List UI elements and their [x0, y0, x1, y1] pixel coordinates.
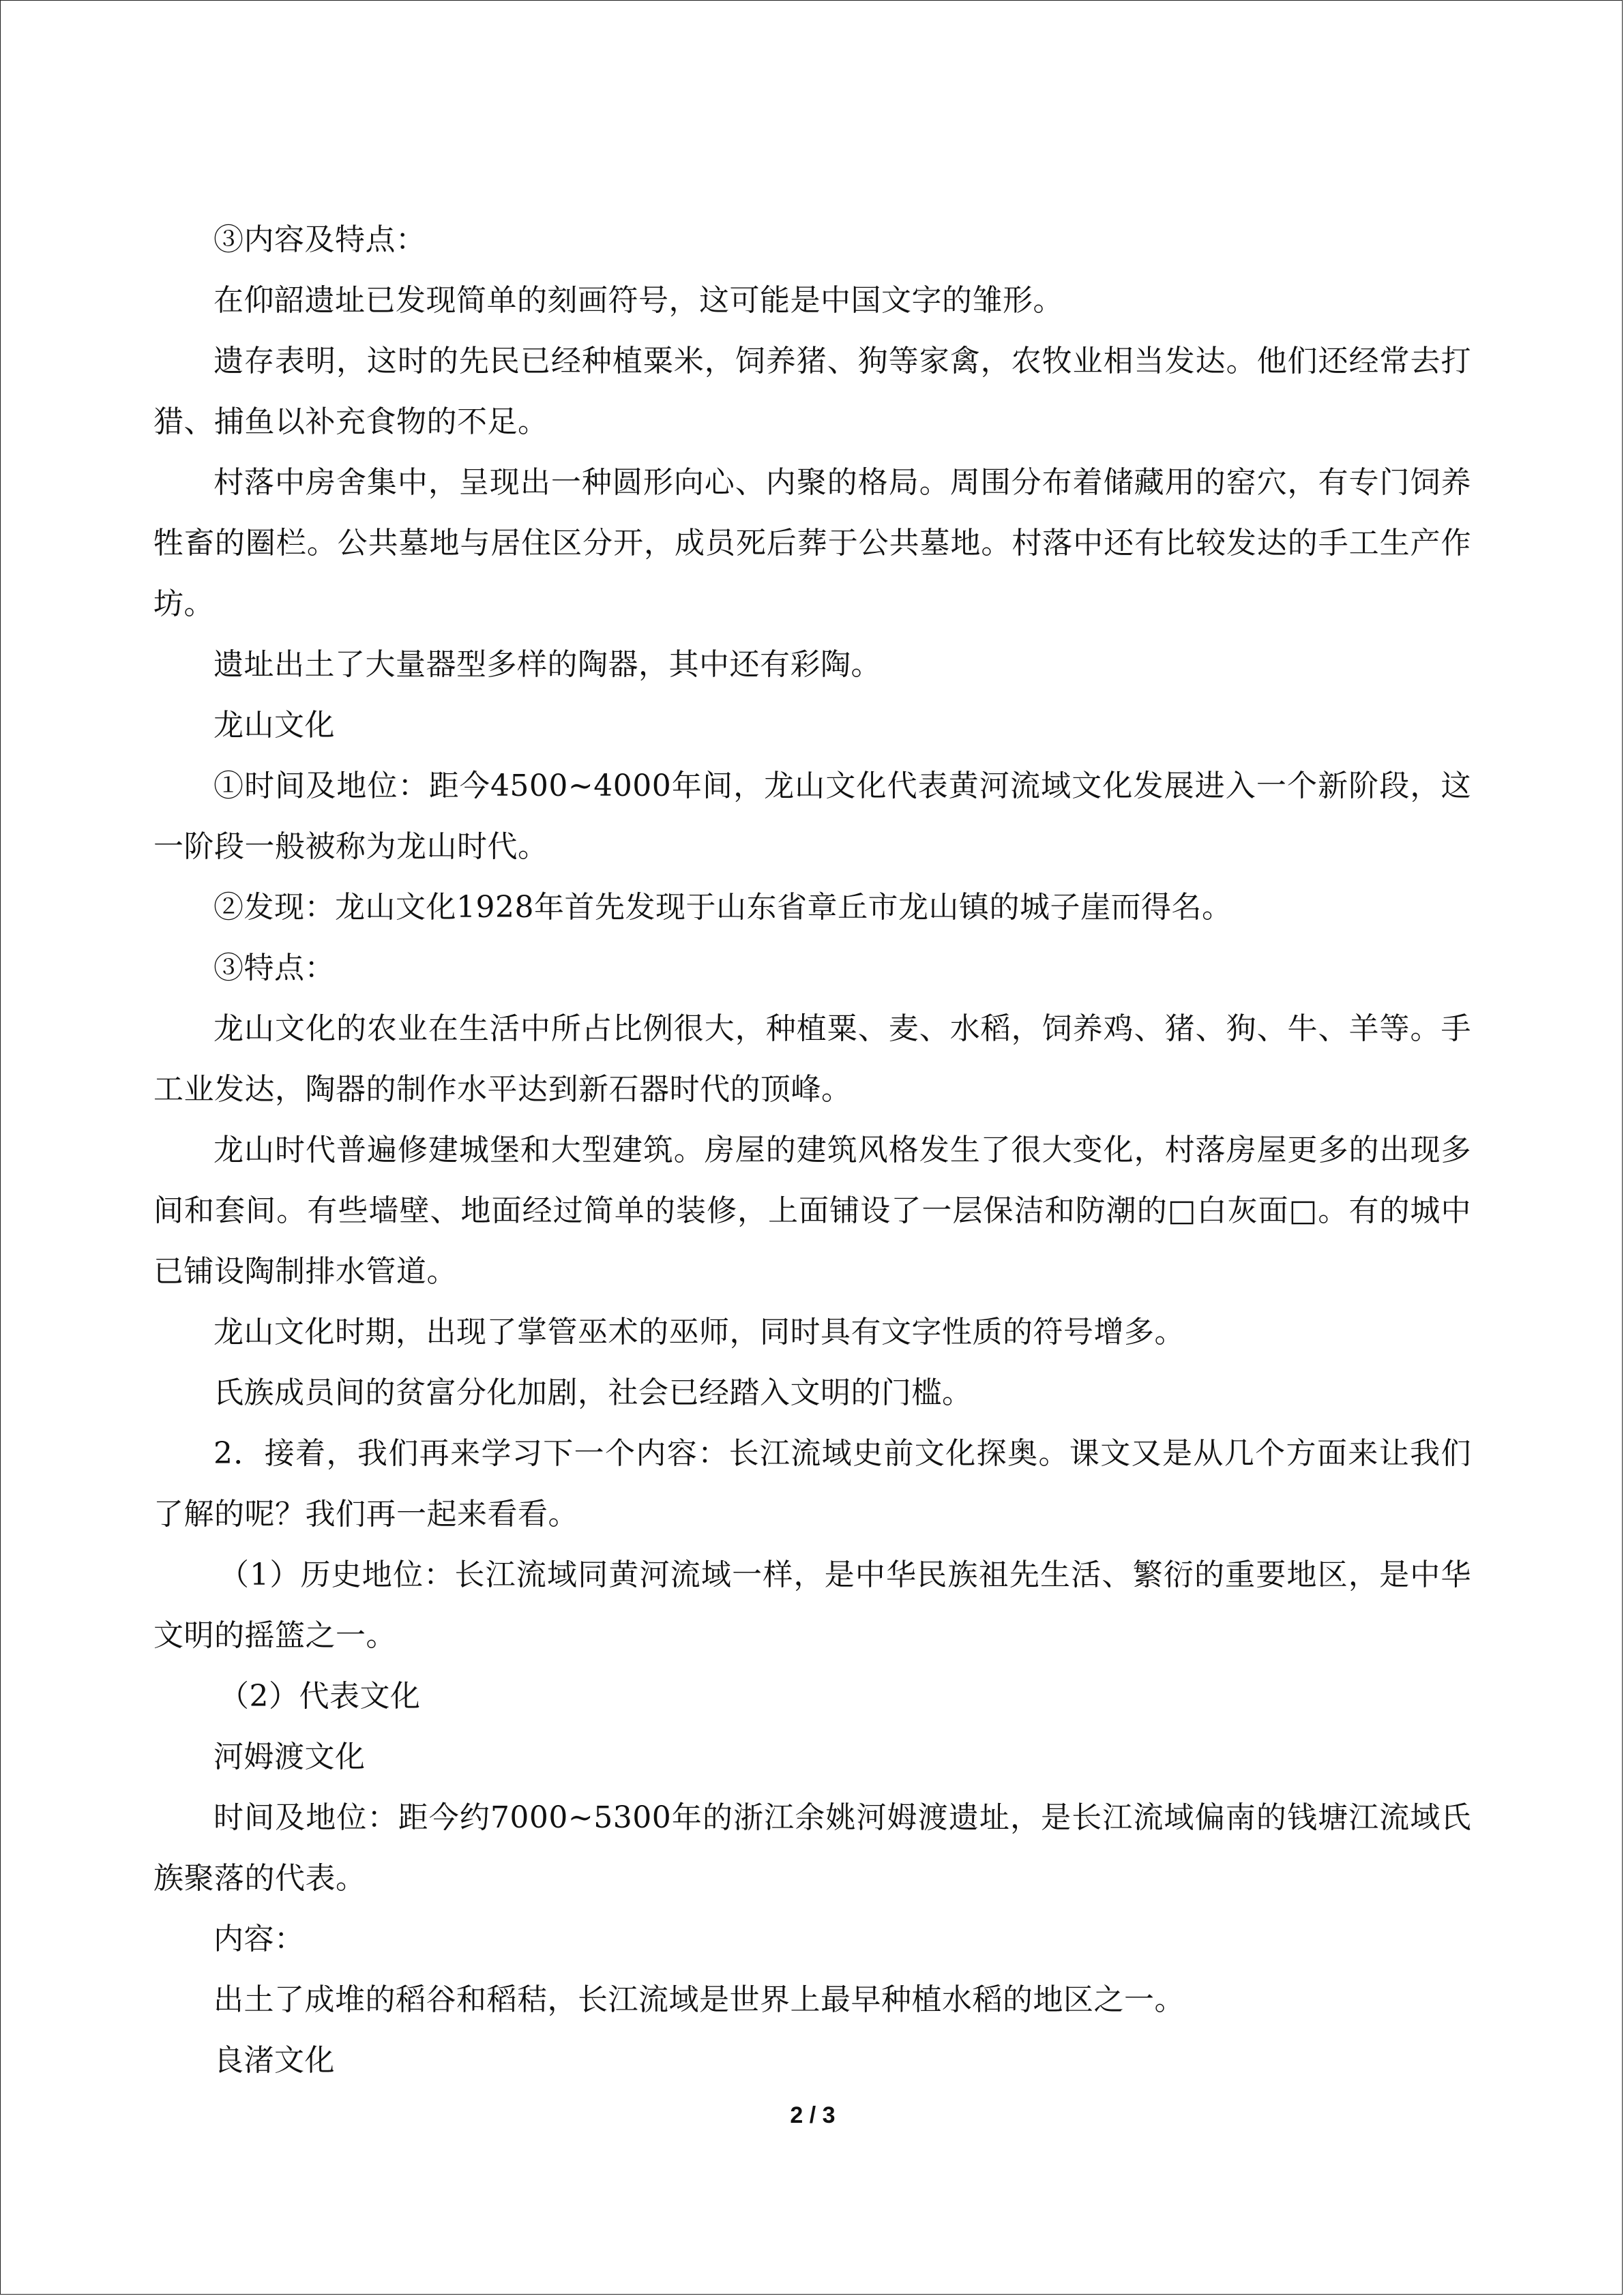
- paragraph-longshan-discovery: ②发现：龙山文化1928年首先发现于山东省章丘市龙山镇的城子崖而得名。: [213, 890, 1232, 925]
- document-body: [153, 209, 1471, 2091]
- paragraph-agriculture: 遗存表明，这时的先民已经种植粟米，饲养猪、狗等家禽，农牧业相当发达。他们还经常去打猎、捕鱼以补充食物的不足。: [153, 344, 1471, 439]
- paragraph-carved-symbols: 在仰韶遗址已发现简单的刻画符号，这可能是中国文字的雏形。: [213, 283, 1063, 318]
- paragraph-longshan-shamans: 龙山文化时期，出现了掌管巫术的巫师，同时具有文字性质的符号增多。: [213, 1315, 1185, 1350]
- paragraph-yangtze-intro: 2．接着，我们再来学习下一个内容：长江流域史前文化探奥。课文又是从几个方面来让我们了解的呢？我们再一起来看看。: [153, 1436, 1471, 1532]
- paragraph-content-features: ③内容及特点：: [213, 222, 426, 257]
- paragraph-village-layout: 村落中房舍集中，呈现出一种圆形向心、内聚的格局。周围分布着储藏用的窑穴，有专门饲养牲畜的圈栏。公共墓地与居住区分开，成员死后葬于公共墓地。村落中还有比较发达的手工生产作坊。: [153, 465, 1471, 621]
- paragraph-longshan-agriculture: 龙山文化的农业在生活中所占比例很大，种植粟、麦、水稻，饲养鸡、猪、狗、牛、羊等。手工业发达，陶器的制作水平达到新石器时代的顶峰。: [153, 1011, 1471, 1107]
- heading-longshan-culture: 龙山文化: [213, 708, 335, 743]
- paragraph-yangtze-status: （1）历史地位：长江流域同黄河流域一样，是中华民族祖先生活、繁衍的重要地区，是中华文明的摇篮之一。: [153, 1557, 1471, 1653]
- paragraph-representative-cultures: （2）代表文化: [219, 1679, 421, 1714]
- paragraph-pottery: 遗址出土了大量器型多样的陶器，其中还有彩陶。: [213, 647, 881, 682]
- page-number: 2 / 3: [790, 2102, 836, 2128]
- heading-liangzhu-culture: 良渚文化: [213, 2043, 335, 2078]
- paragraph-longshan-time: ①时间及地位：距今4500~4000年间，龙山文化代表黄河流域文化发展进入一个新阶段，这一阶段一般被称为龙山时代。: [153, 769, 1471, 864]
- paragraph-longshan-wealth: 氏族成员间的贫富分化加剧，社会已经踏入文明的门槛。: [213, 1375, 973, 1410]
- paragraph-hemudu-content-label: 内容：: [213, 1922, 305, 1956]
- paragraph-hemudu-rice: 出土了成堆的稻谷和稻秸，长江流域是世界上最早种植水稻的地区之一。: [213, 1982, 1185, 2017]
- paragraph-longshan-buildings: 龙山时代普遍修建城堡和大型建筑。房屋的建筑风格发生了很大变化，村落房屋更多的出现多间和套间。有些墙壁、地面经过简单的装修，上面铺设了一层保洁和防潮的□白灰面□。有的城中已铺设陶制排水管道。: [153, 1133, 1471, 1289]
- paragraph-longshan-features-label: ③特点：: [213, 951, 335, 985]
- paragraph-hemudu-time: 时间及地位：距今约7000~5300年的浙江余姚河姆渡遗址，是长江流域偏南的钱塘江流域氏族聚落的代表。: [153, 1800, 1471, 1896]
- heading-hemudu-culture: 河姆渡文化: [213, 1740, 366, 1774]
